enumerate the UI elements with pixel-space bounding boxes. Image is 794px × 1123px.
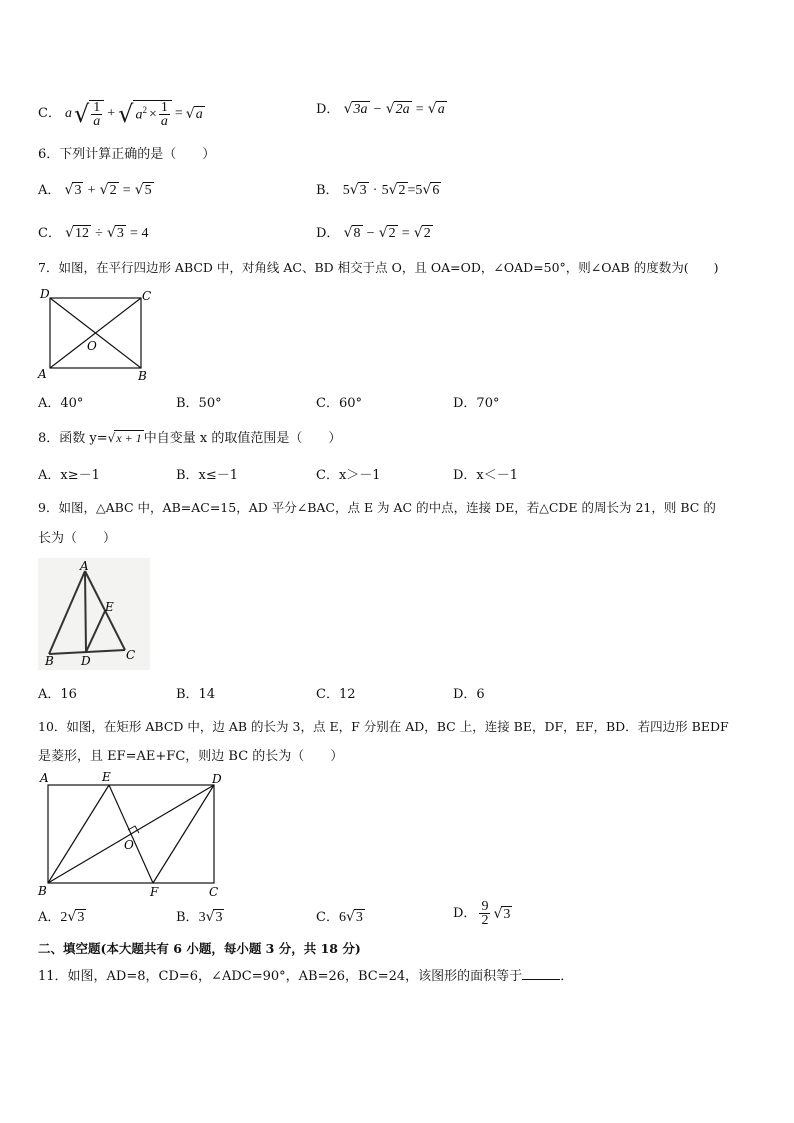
q10-label-f: F <box>150 885 159 899</box>
q7-label-a: A <box>38 367 47 381</box>
q6-b-r3: 6 <box>432 183 440 198</box>
q5-option-d <box>316 100 447 119</box>
q5-d-minus: − <box>373 102 382 117</box>
q9-option-d: D．6 <box>453 687 485 702</box>
q6-c-r2: 3 <box>116 226 124 241</box>
q8-option-b: B．x≤－1 <box>176 468 239 483</box>
q6-c-r1: 12 <box>75 226 90 241</box>
q7-label-b: B <box>138 369 147 383</box>
radical-sign: √ <box>185 106 195 122</box>
q10-label-o: O <box>124 838 134 852</box>
q5-d-r2: 2a <box>395 102 410 117</box>
q6-b-r1: 3 <box>359 183 367 198</box>
q11-stem-text: 11．如图，AD=8，CD=6，∠ADC=90°，AB=26，BC=24，该图形的面积等于 <box>38 969 523 984</box>
q5-c-radicand-1 <box>89 100 104 128</box>
q5-c-coef: a <box>64 106 72 121</box>
q5-c-plus: + <box>107 106 116 121</box>
radical-sign: √ <box>427 101 437 117</box>
radical-sign: √ <box>118 100 134 128</box>
radical-sign: √ <box>73 100 90 128</box>
radical-sign: √ <box>343 101 353 117</box>
q8-stem <box>38 429 341 448</box>
q10-b-radicand: 3 <box>215 910 223 925</box>
q10-label-a: A <box>40 771 49 785</box>
q8-option-d: D．x＜－1 <box>453 468 519 483</box>
q8-stem-pre: 8．函数 y= <box>38 431 108 446</box>
q6-d-r1: 8 <box>353 226 361 241</box>
q8-radicand: x + 1 <box>116 431 142 445</box>
q5-d-eq: = <box>415 102 424 117</box>
q9-label-b: B <box>45 654 54 668</box>
q6-a-r2: 2 <box>109 183 117 198</box>
fraction: $\frac{1}{a}$ <box>93 100 101 129</box>
q8-stem-post: 中自变量 x 的取值范围是（ ） <box>143 431 342 446</box>
radical-sign: √ <box>413 225 423 241</box>
radical-sign: √ <box>134 182 144 198</box>
radical-sign: √ <box>385 101 395 117</box>
radical-sign: √ <box>345 909 355 925</box>
q6-option-a <box>38 181 154 200</box>
section-2-heading: 二、填空题(本大题共有 6 小题，每小题 3 分，共 18 分) <box>38 941 361 956</box>
q6-a-plus: + <box>87 183 96 198</box>
q9-label-e: E <box>105 600 114 614</box>
q10-option-b <box>176 908 224 927</box>
q9-option-a: A．16 <box>38 687 77 702</box>
q5-c-label: C． <box>38 106 61 121</box>
q7-stem: 7．如图，在平行四边形 ABCD 中，对角线 AC、BD 相交于点 O，且 OA=OD，∠OAD=50°，则∠OAB 的度数为( ) <box>38 260 719 275</box>
q10-a-label: A． <box>38 910 61 925</box>
q10-c-label: C． <box>316 910 339 925</box>
q10-option-d <box>453 900 512 927</box>
q10-label-e: E <box>102 770 111 784</box>
q5-option-c <box>38 96 205 132</box>
q11-end: ． <box>560 969 574 984</box>
q9-label-c: C <box>126 648 136 662</box>
radical-sign: √ <box>67 909 77 925</box>
radical-sign: √ <box>106 225 116 241</box>
q7-label-d: D <box>40 287 50 301</box>
q6-c-label: C． <box>38 226 61 241</box>
radical-sign: √ <box>349 182 359 198</box>
answer-blank <box>522 967 560 980</box>
radical-sign: √ <box>64 182 74 198</box>
q10-option-c <box>316 908 365 927</box>
radical-sign: √ <box>343 225 353 241</box>
radical-sign: √ <box>378 225 388 241</box>
radical-sign: √ <box>107 431 116 445</box>
q10-b-coef: 3 <box>198 910 206 925</box>
q6-option-b <box>316 181 441 200</box>
q6-b-dot: · <box>372 183 378 198</box>
q7-label-c: C <box>142 289 152 303</box>
radical-sign: √ <box>493 905 503 922</box>
q5-c-radicand-2: $a^2$ × $\frac{1}{a}$ <box>133 100 171 128</box>
radical-sign: √ <box>388 182 398 198</box>
radical-sign: √ <box>422 182 432 198</box>
q6-c-div: ÷ <box>95 226 103 241</box>
q7-label-o: O <box>87 339 97 353</box>
radical-sign: √ <box>65 225 75 241</box>
q8-option-a: A．x≥－1 <box>38 468 100 483</box>
q6-b-r2: 2 <box>398 183 406 198</box>
q5-d-label: D． <box>316 102 340 117</box>
q6-option-d <box>316 224 433 243</box>
q6-d-minus: − <box>366 226 375 241</box>
fraction: $\frac{1}{a}$ <box>160 100 168 130</box>
radical-sign: √ <box>205 909 215 925</box>
q10-label-c: C <box>209 885 219 899</box>
q10-a-coef: 2 <box>60 910 68 925</box>
q9-stem-line1: 9．如图，△ABC 中，AB=AC=15，AD 平分∠BAC，点 E 为 AC 的中点，连接 DE，若△CDE 的周长为 21，则 BC 的 <box>38 500 716 515</box>
q5-c-eq: = <box>174 106 183 121</box>
q10-figure-rectangle <box>34 770 234 902</box>
radical-sign: √ <box>99 182 109 198</box>
q10-b-label: B． <box>176 910 199 925</box>
q6-d-r3: 2 <box>423 226 431 241</box>
fraction: $\frac{9}{2}$ <box>481 899 489 928</box>
q6-a-r1: 3 <box>74 183 82 198</box>
q7-option-d: D．70° <box>453 396 500 411</box>
q10-stem-line1: 10．如图，在矩形 ABCD 中，边 AB 的长为 3，点 E，F 分别在 AD，BC 上，连接 BE，DF，EF，BD．若四边形 BEDF <box>38 719 729 734</box>
q9-stem-line2: 长为（ ） <box>38 531 117 546</box>
q7-option-b: B．50° <box>176 396 222 411</box>
q6-b-c1: 5 <box>342 183 350 198</box>
q6-d-eq: = <box>401 226 410 241</box>
q10-a-radicand: 3 <box>77 910 85 925</box>
q10-option-a <box>38 908 86 927</box>
q5-d-r3: a <box>437 102 445 117</box>
q6-d-r2: 2 <box>388 226 396 241</box>
q9-option-c: C．12 <box>316 687 356 702</box>
q5-d-r1: 3a <box>353 102 368 117</box>
q6-stem: 6．下列计算正确的是（ ） <box>38 147 216 162</box>
q10-stem-line2: 是菱形，且 EF=AE+FC，则边 BC 的长为（ ） <box>38 749 344 764</box>
q6-b-label: B． <box>316 183 339 198</box>
q9-figure-triangle <box>38 558 150 670</box>
q9-label-d: D <box>81 654 91 668</box>
q7-figure-parallelogram <box>34 284 164 384</box>
q6-a-label: A． <box>38 183 61 198</box>
q9-label-a: A <box>80 559 89 573</box>
q10-label-d: D <box>212 772 222 786</box>
q6-a-r3: 5 <box>144 183 152 198</box>
q7-option-a: A．40° <box>38 396 84 411</box>
q10-d-label: D． <box>453 905 477 921</box>
q6-b-eq: =5 <box>407 183 423 198</box>
q5-c-result: a <box>195 107 203 122</box>
q6-option-c <box>38 224 148 243</box>
q10-d-radicand: 3 <box>503 906 511 922</box>
q6-d-label: D． <box>316 226 340 241</box>
q6-a-eq: = <box>122 183 131 198</box>
q11-stem <box>38 967 573 986</box>
q10-label-b: B <box>38 884 47 898</box>
q9-option-b: B．14 <box>176 687 216 702</box>
q10-c-coef: 6 <box>338 910 346 925</box>
q6-b-c2: 5 <box>381 183 389 198</box>
q10-c-radicand: 3 <box>355 910 363 925</box>
q6-c-eq: = 4 <box>130 226 149 241</box>
q8-option-c: C．x＞－1 <box>316 468 381 483</box>
q7-option-c: C．60° <box>316 396 362 411</box>
